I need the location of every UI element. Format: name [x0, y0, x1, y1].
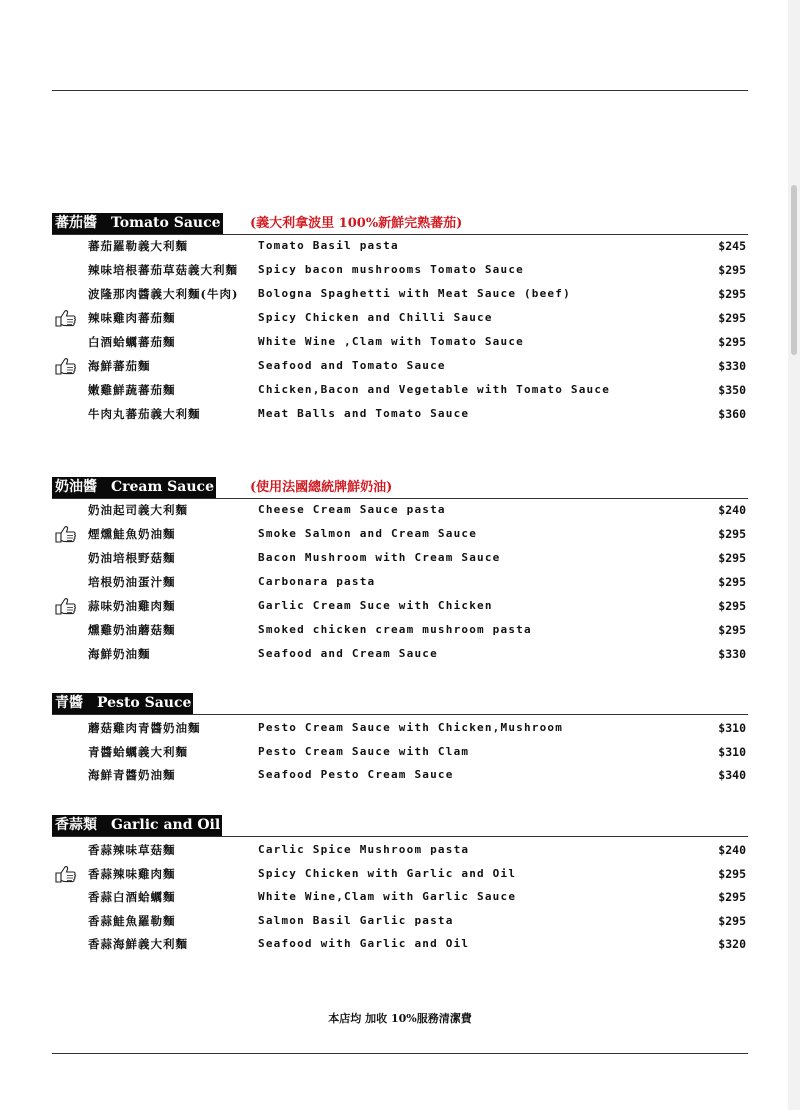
item-name-zh: 波隆那肉醬義大利麵(牛肉)	[88, 287, 239, 301]
item-price: $295	[718, 527, 746, 541]
menu-item-row	[0, 236, 788, 256]
item-name-en: White Wine ,Clam with Tomato Sauce	[258, 335, 524, 348]
item-name-en: Garlic Cream Suce with Chicken	[258, 599, 493, 612]
item-price: $295	[718, 913, 746, 928]
menu-item-row	[0, 644, 788, 664]
section-title	[52, 477, 216, 498]
thumbs-up-icon	[52, 308, 80, 328]
section-divider	[52, 836, 748, 837]
section-header	[0, 693, 788, 715]
item-price: $360	[718, 407, 746, 421]
menu-item-row	[0, 718, 788, 738]
menu-item-row	[0, 284, 788, 304]
menu-item-row	[0, 620, 788, 640]
section-title-zh: 奶油醬	[55, 479, 97, 495]
item-name-zh: 香蒜鮭魚羅勒麵	[88, 913, 176, 928]
item-name-zh: 蘑菇雞肉青醬奶油麵	[88, 721, 201, 735]
item-name-zh: 香蒜辣味草菇麵	[88, 843, 176, 857]
thumbs-up-icon	[52, 864, 80, 884]
menu-section	[0, 815, 788, 837]
item-name-en: Cheese Cream Sauce pasta	[258, 503, 446, 516]
section-title-zh: 青醬	[55, 695, 83, 711]
menu-item-row	[0, 596, 788, 616]
item-price: $295	[718, 599, 746, 613]
section-note: (義大利拿波里 100%新鮮完熟蕃茄)	[250, 216, 463, 231]
menu-item-row	[0, 572, 788, 592]
top-divider	[52, 90, 748, 91]
item-name-zh: 奶油培根野菇麵	[88, 551, 176, 565]
item-price: $245	[718, 239, 746, 253]
section-title	[52, 815, 222, 836]
service-charge-note: 本店均 加收 10%服務清潔費	[328, 1012, 472, 1025]
menu-item-row	[0, 500, 788, 520]
item-price: $240	[718, 843, 746, 857]
item-price: $295	[718, 263, 746, 277]
item-name-zh: 煙燻鮭魚奶油麵	[88, 527, 176, 541]
menu-item-row	[0, 840, 788, 860]
menu-item-row	[0, 332, 788, 352]
item-name-en: Tomato Basil pasta	[258, 239, 399, 252]
item-price: $295	[718, 335, 746, 349]
menu-item-row	[0, 742, 788, 762]
menu-item-row	[0, 934, 788, 954]
item-name-zh: 蒜味奶油雞肉麵	[88, 599, 176, 613]
item-name-en: Seafood and Cream Sauce	[258, 647, 438, 660]
menu-item-row	[0, 765, 788, 785]
item-name-zh: 香蒜白酒蛤蠣麵	[88, 890, 176, 904]
item-name-en: Smoked chicken cream mushroom pasta	[258, 623, 532, 636]
section-divider	[52, 234, 748, 235]
item-name-zh: 白酒蛤蠣蕃茄麵	[88, 335, 176, 349]
item-name-en: Pesto Cream Sauce with Chicken,Mushroom	[258, 721, 564, 734]
section-title	[52, 693, 193, 714]
menu-item-row	[0, 380, 788, 400]
thumbs-up-icon	[52, 524, 80, 544]
item-name-en: Carlic Spice Mushroom pasta	[258, 843, 470, 856]
item-name-en: Pesto Cream Sauce with Clam	[258, 744, 470, 758]
section-header	[0, 815, 788, 837]
item-name-en: Salmon Basil Garlic pasta	[258, 913, 454, 927]
menu-item-row	[0, 548, 788, 568]
item-price: $295	[718, 623, 746, 637]
section-title	[52, 213, 223, 234]
section-divider	[52, 498, 748, 499]
item-name-zh: 海鮮奶油麵	[88, 647, 151, 661]
section-title-zh: 香蒜類	[55, 817, 97, 833]
item-name-en: Meat Balls and Tomato Sauce	[258, 407, 470, 420]
menu-item-row	[0, 260, 788, 280]
item-name-zh: 牛肉丸蕃茄義大利麵	[88, 407, 201, 421]
item-name-en: Seafood Pesto Cream Sauce	[258, 768, 454, 781]
item-price: $310	[718, 744, 746, 759]
item-name-zh: 辣味雞肉蕃茄麵	[88, 311, 176, 325]
item-name-en: Spicy Chicken and Chilli Sauce	[258, 311, 493, 324]
thumbs-up-icon	[52, 596, 80, 616]
item-name-zh: 香蒜海鮮義大利麵	[88, 937, 188, 951]
item-price: $295	[718, 311, 746, 325]
menu-item-row	[0, 887, 788, 907]
menu-item-row	[0, 308, 788, 328]
item-name-en: Bologna Spaghetti with Meat Sauce (beef)	[258, 287, 571, 300]
section-note: (使用法國總統牌鮮奶油)	[250, 480, 393, 495]
item-name-zh: 蕃茄羅勒義大利麵	[88, 239, 188, 253]
section-title-en: Pesto Sauce	[97, 695, 192, 711]
item-name-en: Seafood and Tomato Sauce	[258, 359, 446, 372]
item-name-en: Spicy bacon mushrooms Tomato Sauce	[258, 263, 524, 276]
bottom-divider	[52, 1053, 748, 1054]
item-name-zh: 青醬蛤蠣義大利麵	[88, 744, 188, 759]
item-price: $295	[718, 866, 746, 881]
item-price: $350	[718, 383, 746, 397]
item-name-zh: 香蒜辣味雞肉麵	[88, 866, 176, 881]
section-title-en: Cream Sauce	[111, 479, 214, 495]
item-price: $295	[718, 287, 746, 301]
item-name-en: Seafood with Garlic and Oil	[258, 937, 470, 950]
menu-item-row	[0, 524, 788, 544]
menu-item-row	[0, 911, 788, 931]
item-name-zh: 嫩雞鮮蔬蕃茄麵	[88, 383, 176, 397]
item-name-en: Bacon Mushroom with Cream Sauce	[258, 551, 501, 564]
section-title-en: Garlic and Oil	[111, 817, 221, 833]
item-name-en: Smoke Salmon and Cream Sauce	[258, 527, 478, 540]
section-title-en: Tomato Sauce	[111, 215, 221, 231]
item-price: $330	[718, 647, 746, 661]
item-price: $295	[718, 551, 746, 565]
scrollbar[interactable]	[791, 185, 797, 355]
menu-item-row	[0, 864, 788, 884]
item-name-en: White Wine,Clam with Garlic Sauce	[258, 890, 517, 903]
item-price: $320	[718, 937, 746, 951]
section-divider	[52, 714, 748, 715]
section-header	[0, 477, 788, 499]
item-name-zh: 燻雞奶油蘑菇麵	[88, 623, 176, 637]
section-header	[0, 213, 788, 235]
item-name-zh: 辣味培根蕃茄草菇義大利麵	[88, 263, 238, 277]
item-name-zh: 培根奶油蛋汁麵	[88, 575, 176, 589]
menu-item-row	[0, 356, 788, 376]
item-name-en: Chicken,Bacon and Vegetable with Tomato Sauce	[258, 383, 611, 396]
item-price: $330	[718, 359, 746, 373]
item-price: $240	[718, 503, 746, 517]
item-name-zh: 海鮮青醬奶油麵	[88, 768, 176, 782]
item-name-en: Spicy Chicken with Garlic and Oil	[258, 866, 517, 880]
section-title-zh: 蕃茄醬	[55, 215, 97, 231]
item-name-zh: 海鮮蕃茄麵	[88, 359, 151, 373]
item-price: $295	[718, 890, 746, 904]
menu-item-row	[0, 404, 788, 424]
menu-section	[0, 477, 788, 499]
item-name-en: Carbonara pasta	[258, 575, 376, 588]
item-price: $340	[718, 768, 746, 782]
menu-section	[0, 693, 788, 715]
thumbs-up-icon	[52, 356, 80, 376]
item-price: $310	[718, 721, 746, 735]
item-price: $295	[718, 575, 746, 589]
menu-section	[0, 213, 788, 235]
item-name-zh: 奶油起司義大利麵	[88, 503, 188, 517]
